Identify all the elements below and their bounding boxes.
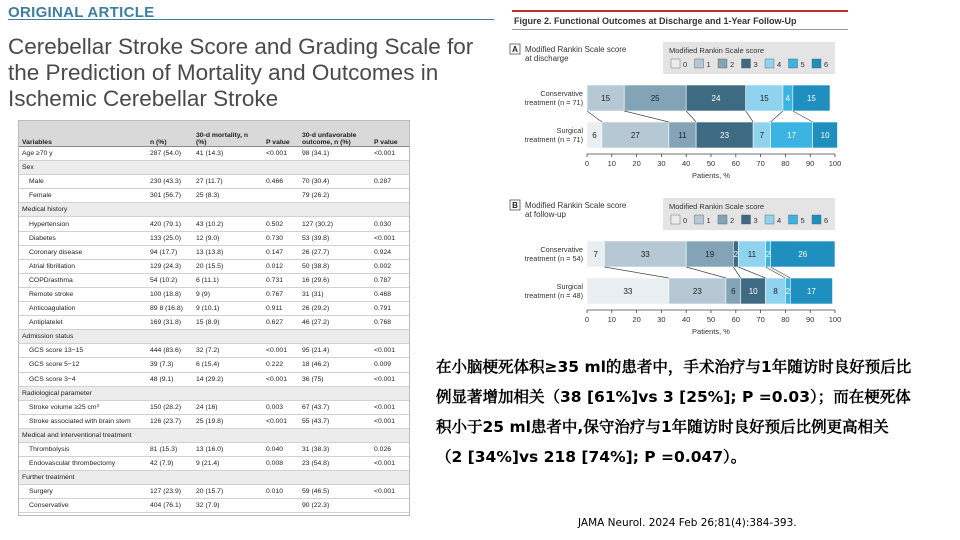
table-cell: 54 (10.2) <box>147 273 193 287</box>
panel-title-line1: Modified Rankin Scale score <box>525 201 627 210</box>
connector-line <box>746 111 753 122</box>
connector-line <box>624 111 669 122</box>
table-cell: Stroke associated with brain stem <box>19 414 147 428</box>
legend-swatch-2 <box>718 215 727 224</box>
table-cell: 24 (16) <box>193 400 263 414</box>
table-row <box>19 485 409 499</box>
data-label: 23 <box>720 131 730 140</box>
data-label: 23 <box>692 287 702 296</box>
x-tick-label: 20 <box>632 315 641 324</box>
table-cell: 27 (11.7) <box>193 175 263 189</box>
table-header-cell: P value <box>263 121 299 147</box>
legend-label: 2 <box>730 216 735 225</box>
x-axis-label: Patients, % <box>692 327 730 336</box>
table-cell: <0.001 <box>371 400 409 414</box>
connector-line <box>686 267 726 278</box>
x-tick-label: 30 <box>657 159 666 168</box>
table-cell: <0.001 <box>371 231 409 245</box>
table-section-label: Radiological parameter <box>19 386 409 400</box>
data-label: 10 <box>820 131 830 140</box>
data-label: 2 <box>765 250 771 259</box>
table-cell: GCS score 5−12 <box>19 358 147 372</box>
table-header-cell: Variables <box>19 121 147 147</box>
legend-label: 5 <box>800 216 805 225</box>
data-label: 27 <box>630 131 640 140</box>
table-cell: 36 (75) <box>299 372 371 386</box>
table-header-cell: n (%) <box>147 121 193 147</box>
figure-top-rule <box>512 10 848 12</box>
legend-label: 4 <box>777 60 782 69</box>
data-label: 7 <box>593 250 598 259</box>
table-cell: 169 (31.8) <box>147 316 193 330</box>
figure-title: Figure 2. Functional Outcomes at Discharge and 1-Year Follow-Up <box>514 16 797 26</box>
table-cell: Female <box>19 189 147 203</box>
table-cell <box>371 499 409 513</box>
table-cell: 89 8 (16.8) <box>147 302 193 316</box>
table-header-cell: 30-d unfavorable outcome, n (%) <box>299 121 371 147</box>
legend-label: 1 <box>706 216 711 225</box>
table-cell: GCS score 13−15 <box>19 344 147 358</box>
baseline-table-container <box>18 120 410 516</box>
data-label: 6 <box>592 131 597 140</box>
table-cell: 230 (43.3) <box>147 175 193 189</box>
table-row <box>19 400 409 414</box>
x-tick-label: 40 <box>682 159 691 168</box>
table-row <box>19 175 409 189</box>
table-cell: Stroke volume ≥25 cm³ <box>19 400 147 414</box>
data-label: 26 <box>798 250 808 259</box>
x-tick-label: 100 <box>828 315 842 324</box>
table-cell: 0.911 <box>263 302 299 316</box>
connector-line <box>771 111 783 122</box>
legend-swatch-5 <box>789 59 798 68</box>
table-cell: 18 (46.2) <box>299 358 371 372</box>
table-cell: <0.001 <box>263 372 299 386</box>
table-cell: 404 (76.1) <box>147 499 193 513</box>
data-label: 2 <box>733 250 739 259</box>
legend-label: 2 <box>730 60 735 69</box>
table-cell: 100 (18.8) <box>147 287 193 301</box>
table-cell: 94 (17.7) <box>147 245 193 259</box>
table-row <box>19 147 409 161</box>
table-cell: 14 (29.2) <box>193 372 263 386</box>
table-row <box>19 273 409 287</box>
category-label-line2: treatment (n = 54) <box>524 254 583 263</box>
x-tick-label: 70 <box>756 315 765 324</box>
category-label-line2: treatment (n = 71) <box>524 135 583 144</box>
table-row <box>19 287 409 301</box>
category-label-line1: Conservative <box>540 245 583 254</box>
data-label: 8 <box>773 287 778 296</box>
table-cell: <0.001 <box>263 147 299 161</box>
table-cell: 53 (39.8) <box>299 231 371 245</box>
legend-label: 6 <box>824 216 829 225</box>
table-cell: Surgery <box>19 485 147 499</box>
x-tick-label: 60 <box>731 315 740 324</box>
table-cell: COPD/asthma <box>19 273 147 287</box>
table-cell: Thrombolysis <box>19 442 147 456</box>
table-row <box>19 189 409 203</box>
table-cell <box>263 189 299 203</box>
table-cell: Antiplatelet <box>19 316 147 330</box>
category-label-line2: treatment (n = 71) <box>524 98 583 107</box>
table-cell: 39 (7.3) <box>147 358 193 372</box>
table-cell: 31 (38.3) <box>299 442 371 456</box>
table-cell: 48 (9.1) <box>147 372 193 386</box>
legend-label: 0 <box>683 60 688 69</box>
table-cell <box>371 189 409 203</box>
baseline-table <box>19 121 409 513</box>
table-cell: 81 (15.3) <box>147 442 193 456</box>
table-row <box>19 245 409 259</box>
table-cell: 0.468 <box>371 287 409 301</box>
legend-swatch-0 <box>671 215 680 224</box>
table-cell: 95 (21.4) <box>299 344 371 358</box>
article-label: ORIGINAL ARTICLE <box>8 4 155 21</box>
x-tick-label: 60 <box>731 159 740 168</box>
table-section-row <box>19 203 409 217</box>
legend-title: Modified Rankin Scale score <box>669 46 765 55</box>
table-section-row <box>19 428 409 442</box>
x-tick-label: 40 <box>682 315 691 324</box>
x-tick-label: 30 <box>657 315 666 324</box>
functional-outcomes-chart <box>505 32 850 347</box>
table-cell: 15 (8.9) <box>193 316 263 330</box>
x-tick-label: 50 <box>706 315 716 324</box>
table-cell: 0.222 <box>263 358 299 372</box>
panel-label: B <box>512 201 518 210</box>
x-tick-label: 0 <box>584 315 590 324</box>
category-label-line1: Surgical <box>556 126 583 135</box>
connector-line <box>686 111 696 122</box>
table-cell: 13 (16.0) <box>193 442 263 456</box>
table-row <box>19 302 409 316</box>
table-cell: Atrial fibrillation <box>19 259 147 273</box>
table-section-label: Further treatment <box>19 471 409 485</box>
legend-label: 3 <box>753 216 758 225</box>
table-cell: 0.030 <box>371 217 409 231</box>
x-tick-label: 100 <box>828 159 842 168</box>
table-row <box>19 259 409 273</box>
legend-label: 5 <box>800 60 805 69</box>
table-cell: 133 (25.0) <box>147 231 193 245</box>
connector-line <box>793 111 813 122</box>
legend-label: 1 <box>706 60 711 69</box>
table-cell: <0.001 <box>371 414 409 428</box>
table-header-cell: P value <box>371 121 409 147</box>
legend-title: Modified Rankin Scale score <box>669 202 765 211</box>
data-label: 15 <box>601 94 611 103</box>
table-cell: 25 (19.8) <box>193 414 263 428</box>
table-cell: <0.001 <box>263 344 299 358</box>
table-cell: 41 (14.3) <box>193 147 263 161</box>
table-section-row <box>19 330 409 344</box>
connector-line <box>733 267 740 278</box>
x-tick-label: 0 <box>584 159 590 168</box>
data-label: 10 <box>748 287 758 296</box>
table-section-row <box>19 161 409 175</box>
table-cell: 59 (46.5) <box>299 485 371 499</box>
table-section-label: Medical history <box>19 203 409 217</box>
table-section-label: Admission status <box>19 330 409 344</box>
connector-line <box>587 111 602 122</box>
data-label: 33 <box>623 287 633 296</box>
panel-title-line2: at follow-up <box>525 210 566 219</box>
table-row <box>19 372 409 386</box>
table-cell: 26 (27.7) <box>299 245 371 259</box>
table-cell: 20 (15.7) <box>193 485 263 499</box>
table-row <box>19 457 409 471</box>
table-cell: 420 (79.1) <box>147 217 193 231</box>
table-cell: 6 (11.1) <box>193 273 263 287</box>
data-label: 2 <box>785 287 791 296</box>
legend-swatch-3 <box>742 215 751 224</box>
article-title: Cerebellar Stroke Score and Grading Scale for the Prediction of Mortality and Outcomes in Ischemic Cerebellar Stroke <box>8 34 474 111</box>
table-cell: 31 (31) <box>299 287 371 301</box>
data-label: 15 <box>759 94 769 103</box>
table-header-row <box>19 121 409 147</box>
legend-swatch-4 <box>765 59 774 68</box>
table-cell: Endovascular thrombectomy <box>19 457 147 471</box>
table-row <box>19 316 409 330</box>
data-label: 7 <box>759 131 765 140</box>
table-row <box>19 414 409 428</box>
data-label: 6 <box>731 287 736 296</box>
table-body <box>19 147 409 513</box>
x-tick-label: 80 <box>781 159 790 168</box>
table-row <box>19 217 409 231</box>
table-cell: 0.003 <box>263 400 299 414</box>
legend-label: 4 <box>777 216 782 225</box>
data-label: 24 <box>711 94 721 103</box>
table-cell: 70 (30.4) <box>299 175 371 189</box>
table-cell: 0.767 <box>263 287 299 301</box>
table-cell: 0.924 <box>371 245 409 259</box>
table-cell: 0.768 <box>371 316 409 330</box>
table-cell: 126 (23.7) <box>147 414 193 428</box>
table-cell: 25 (8.3) <box>193 189 263 203</box>
table-cell: 0.731 <box>263 273 299 287</box>
x-tick-label: 80 <box>781 315 790 324</box>
table-cell: 0.012 <box>263 259 299 273</box>
table-row <box>19 344 409 358</box>
table-cell: Diabetes <box>19 231 147 245</box>
category-label-line2: treatment (n = 48) <box>524 291 583 300</box>
figure-title-rule <box>512 29 848 30</box>
table-row <box>19 231 409 245</box>
panel-title-line1: Modified Rankin Scale score <box>525 45 627 54</box>
table-cell: Remote stroke <box>19 287 147 301</box>
connector-line <box>604 267 668 278</box>
table-cell: 0.009 <box>371 358 409 372</box>
table-cell: 0.466 <box>263 175 299 189</box>
table-cell: 0.026 <box>371 442 409 456</box>
table-cell: 0.008 <box>263 457 299 471</box>
table-cell: Hypertension <box>19 217 147 231</box>
legend-swatch-4 <box>765 215 774 224</box>
summary-text: 在小脑梗死体积≥35 ml的患者中，手术治疗与1年随访时良好预后比例显著增加相关（38 [61%]vs 3 [25%]; P =0.03）；而在梗死体积小于25 ml患者中,保守治疗与1年随访时良好预后比例更高相关（2 [34%]vs 218 [74%]; P =0.047）。 <box>436 358 912 466</box>
table-section-label: Medical and interventional treatment <box>19 428 409 442</box>
x-tick-label: 70 <box>756 159 765 168</box>
legend-swatch-2 <box>718 59 727 68</box>
table-cell: 0.627 <box>263 316 299 330</box>
legend-swatch-3 <box>742 59 751 68</box>
table-cell: 26 (29.2) <box>299 302 371 316</box>
x-tick-label: 20 <box>632 159 641 168</box>
table-cell: <0.001 <box>371 485 409 499</box>
table-cell: 90 (22.3) <box>299 499 371 513</box>
data-label: 11 <box>678 131 687 140</box>
table-cell: 444 (83.6) <box>147 344 193 358</box>
table-cell: 79 (26.2) <box>299 189 371 203</box>
table-cell: 9 (21.4) <box>193 457 263 471</box>
connector-line <box>738 267 765 278</box>
x-tick-label: 10 <box>607 315 616 324</box>
data-label: 11 <box>747 250 757 259</box>
x-tick-label: 10 <box>607 159 616 168</box>
table-cell: Conservative <box>19 499 147 513</box>
legend-swatch-6 <box>812 215 821 224</box>
table-cell: 127 (30.2) <box>299 217 371 231</box>
citation: JAMA Neurol. 2024 Feb 26;81(4):384-393. <box>578 517 797 529</box>
data-label: 15 <box>806 94 816 103</box>
table-cell: 67 (43.7) <box>299 400 371 414</box>
table-cell: 0.010 <box>263 485 299 499</box>
data-label: 25 <box>650 94 660 103</box>
table-cell: 0.502 <box>263 217 299 231</box>
legend-label: 6 <box>824 60 829 69</box>
table-cell: 55 (43.7) <box>299 414 371 428</box>
table-cell: 6 (15.4) <box>193 358 263 372</box>
table-cell: 127 (23.9) <box>147 485 193 499</box>
table-cell: 13 (13.8) <box>193 245 263 259</box>
table-cell: 23 (54.8) <box>299 457 371 471</box>
table-section-row <box>19 471 409 485</box>
table-cell: 32 (7.2) <box>193 344 263 358</box>
table-cell: 287 (54.0) <box>147 147 193 161</box>
panel-title-line2: at discharge <box>525 54 569 63</box>
table-cell: 0.287 <box>371 175 409 189</box>
category-label-line1: Conservative <box>540 89 583 98</box>
table-cell: <0.001 <box>371 372 409 386</box>
data-label: 19 <box>705 250 715 259</box>
table-cell: <0.001 <box>371 344 409 358</box>
table-cell: 301 (56.7) <box>147 189 193 203</box>
table-row <box>19 442 409 456</box>
table-cell: 0.730 <box>263 231 299 245</box>
table-cell: 0.040 <box>263 442 299 456</box>
panel-label: A <box>512 45 518 54</box>
table-cell: 0.147 <box>263 245 299 259</box>
table-cell: 46 (27.2) <box>299 316 371 330</box>
table-cell: 0.002 <box>371 259 409 273</box>
table-cell: <0.001 <box>263 414 299 428</box>
table-section-label: Sex <box>19 161 409 175</box>
legend-swatch-5 <box>789 215 798 224</box>
data-label: 33 <box>640 250 650 259</box>
table-cell: 42 (7.9) <box>147 457 193 471</box>
connector-line <box>766 267 786 278</box>
x-tick-label: 90 <box>806 159 815 168</box>
table-cell: Anticoagulation <box>19 302 147 316</box>
x-tick-label: 90 <box>806 315 815 324</box>
table-cell: GCS score 3−4 <box>19 372 147 386</box>
category-label-line1: Surgical <box>556 282 583 291</box>
table-cell: 16 (29.6) <box>299 273 371 287</box>
table-cell: 12 (9.0) <box>193 231 263 245</box>
table-cell: 150 (28.2) <box>147 400 193 414</box>
table-cell: <0.001 <box>371 457 409 471</box>
table-cell: 9 (9) <box>193 287 263 301</box>
table-cell: 0.787 <box>371 273 409 287</box>
table-row <box>19 358 409 372</box>
table-cell: 98 (34.1) <box>299 147 371 161</box>
table-row <box>19 499 409 513</box>
table-header-cell: 30-d mortality, n (%) <box>193 121 263 147</box>
table-cell: Male <box>19 175 147 189</box>
table-cell: 50 (38.8) <box>299 259 371 273</box>
table-cell: 32 (7.9) <box>193 499 263 513</box>
table-cell: Age ≥70 y <box>19 147 147 161</box>
table-cell: 43 (10.2) <box>193 217 263 231</box>
table-section-row <box>19 386 409 400</box>
table-cell: 9 (10.1) <box>193 302 263 316</box>
x-tick-label: 50 <box>706 159 716 168</box>
legend-swatch-6 <box>812 59 821 68</box>
legend-swatch-0 <box>671 59 680 68</box>
data-label: 17 <box>787 131 797 140</box>
table-cell: 20 (15.5) <box>193 259 263 273</box>
article-rule <box>8 19 494 20</box>
table-cell: <0.001 <box>371 147 409 161</box>
legend-label: 0 <box>683 216 688 225</box>
table-cell <box>263 499 299 513</box>
data-label: 17 <box>806 287 816 296</box>
x-axis-label: Patients, % <box>692 171 730 180</box>
legend-swatch-1 <box>695 215 704 224</box>
table-cell: Coronary disease <box>19 245 147 259</box>
data-label: 4 <box>785 94 791 103</box>
legend-swatch-1 <box>695 59 704 68</box>
table-cell: 129 (24.3) <box>147 259 193 273</box>
legend-label: 3 <box>753 60 758 69</box>
connector-line <box>771 267 791 278</box>
table-cell: 0.791 <box>371 302 409 316</box>
